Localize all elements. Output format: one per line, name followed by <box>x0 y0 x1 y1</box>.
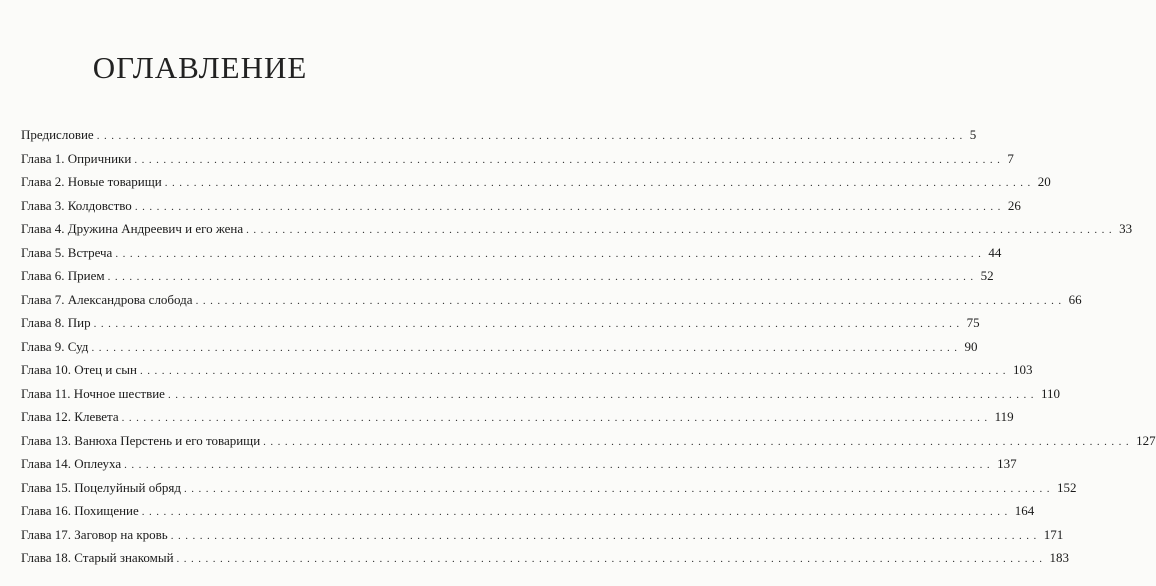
dot-leader: ........................................................................................................................ <box>134 153 1005 166</box>
toc-entry-title: Глава 9. Суд <box>21 338 89 354</box>
page-title: ОГЛАВЛЕНИЕ <box>92 49 308 85</box>
toc-entry <box>21 526 1064 551</box>
dot-leader: ........................................................................................................................ <box>107 271 978 283</box>
toc-entry-page-number: 119 <box>994 409 1014 424</box>
toc-entry <box>21 338 978 363</box>
toc-entry-page-number: 164 <box>1014 503 1035 518</box>
toc-entry-page-number: 183 <box>1049 550 1070 565</box>
toc-entry-title: Глава 14. Оплеуха <box>21 456 122 471</box>
toc-entry <box>21 432 1156 457</box>
toc-entry <box>21 221 1133 245</box>
dot-leader: ........................................................................................................................ <box>183 482 1054 495</box>
toc-entry-title: Глава 12. Клевета <box>21 409 119 424</box>
toc-entry-title: Глава 11. Ночное шествие <box>21 385 165 401</box>
toc-entry <box>21 385 1060 410</box>
toc-entry <box>21 150 1014 175</box>
dot-leader: ........................................................................................................................ <box>170 529 1041 542</box>
toc-entry <box>21 268 994 292</box>
toc-entry-page-number: 137 <box>997 456 1017 471</box>
toc-entry-page-number: 110 <box>1040 385 1060 401</box>
toc-entry-page-number: 103 <box>1013 362 1033 377</box>
dot-leader: ........................................................................................................................ <box>115 247 986 260</box>
toc-entry-page-number: 20 <box>1037 174 1051 189</box>
dot-leader: ........................................................................................................................ <box>134 200 1005 213</box>
toc-entry <box>21 456 1017 480</box>
toc-entry-page-number: 152 <box>1056 479 1077 495</box>
dot-leader: ........................................................................................................................ <box>167 388 1038 401</box>
toc-entry <box>21 197 1021 222</box>
dot-leader: ........................................................................................................................ <box>121 412 992 424</box>
dot-leader: ........................................................................................................................ <box>263 435 1134 448</box>
toc-entry-title: Глава 7. Александрова слобода <box>21 291 193 307</box>
toc-entry-title: Глава 3. Колдовство <box>21 197 132 213</box>
dot-leader: ........................................................................................................................ <box>93 318 964 330</box>
dot-leader: ........................................................................................................................ <box>141 506 1012 518</box>
toc-entry <box>21 362 1033 386</box>
toc-entry-title: Глава 16. Похищение <box>21 503 139 518</box>
toc-entry-page-number: 52 <box>980 268 994 283</box>
toc-entry-page-number: 5 <box>969 127 977 142</box>
toc-entry-title: Глава 5. Встреча <box>21 244 113 260</box>
toc-entry-title: Глава 13. Ванюха Перстень и его товарищи <box>21 432 261 448</box>
toc-entry-page-number: 90 <box>964 338 978 354</box>
toc-entry <box>21 550 1070 574</box>
toc-entry-title: Глава 6. Прием <box>21 268 105 283</box>
toc-entry-page-number: 66 <box>1068 291 1082 307</box>
toc-entry-title: Глава 18. Старый знакомый <box>21 550 174 565</box>
toc-entry-title: Глава 8. Пир <box>21 315 91 330</box>
toc-entry <box>21 174 1051 198</box>
toc-entry-title: Глава 1. Опричники <box>21 150 132 166</box>
dot-leader: ........................................................................................................................ <box>195 294 1066 307</box>
dot-leader: ........................................................................................................................ <box>246 224 1117 236</box>
toc-entry <box>21 291 1082 316</box>
dot-leader: ........................................................................................................................ <box>96 130 967 142</box>
dot-leader: ........................................................................................................................ <box>140 365 1010 377</box>
toc-entry-title: Глава 10. Отец и сын <box>21 362 137 377</box>
toc-entry-page-number: 75 <box>966 315 980 330</box>
dot-leader: ........................................................................................................................ <box>124 459 995 471</box>
dot-leader: ........................................................................................................................ <box>176 553 1047 565</box>
toc-entry-page-number: 7 <box>1007 150 1014 166</box>
toc-entry <box>21 503 1035 527</box>
toc-entry <box>21 244 1002 269</box>
toc-entry-page-number: 44 <box>988 244 1002 260</box>
toc-entry-page-number: 33 <box>1119 221 1133 236</box>
toc-entry <box>21 127 977 151</box>
toc-entry-title: Глава 15. Поцелуйный обряд <box>21 479 181 495</box>
dot-leader: ........................................................................................................................ <box>91 341 962 354</box>
dot-leader: ........................................................................................................................ <box>164 177 1035 189</box>
table-of-contents <box>21 127 1156 574</box>
toc-entry-page-number: 171 <box>1043 526 1064 542</box>
toc-entry-title: Глава 4. Дружина Андреевич и его жена <box>21 221 244 236</box>
toc-entry-page-number: 26 <box>1007 197 1021 213</box>
toc-entry-title: Предисловие <box>21 127 94 142</box>
toc-entry <box>21 315 980 339</box>
toc-entry <box>21 409 1014 433</box>
toc-entry-title: Глава 17. Заговор на кровь <box>21 526 168 542</box>
toc-entry-title: Глава 2. Новые товарищи <box>21 174 162 189</box>
toc-entry-page-number: 127 <box>1136 432 1156 448</box>
toc-entry <box>21 479 1077 504</box>
